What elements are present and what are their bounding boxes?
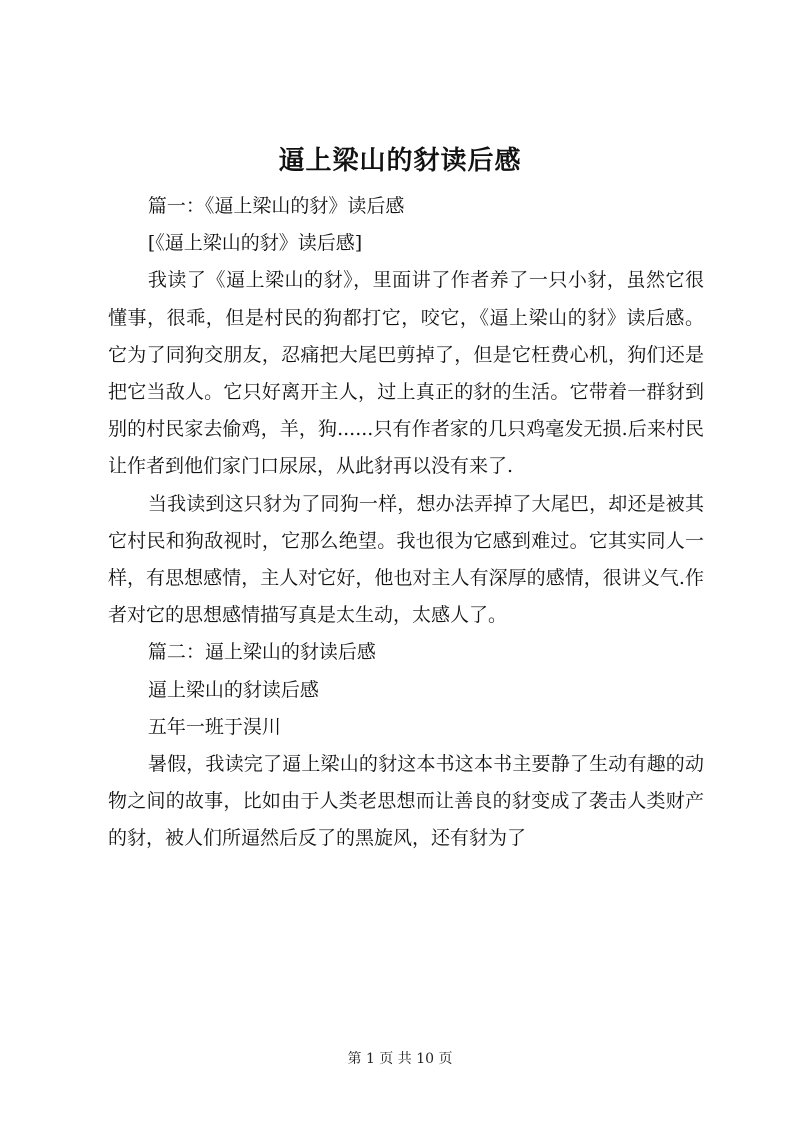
section-heading-2: 篇二：逼上梁山的豺读后感 — [147, 641, 376, 664]
page-footer: 第 1 页 共 10 页 — [347, 1051, 453, 1067]
section-subtitle-2: 逼上梁山的豺读后感 — [147, 678, 319, 701]
section-heading-1: 篇一：《逼上梁山的豺》读后感 — [147, 195, 405, 217]
section-subtitle-1: [《逼上梁山的豺》读后感] — [147, 232, 363, 255]
body-paragraph: 我读了《逼上梁山的豺》，里面讲了作者养了一只小豺，虽然它很懂事，很乖，但是村民的狗都打它，咬它，《逼上梁山的豺》读后感。它为了同狗交朋友，忍痛把大尾巴剪掉了，但是它枉费心机，狗们还是把它当敌人。它只好离开主人，过上真正的豺的生活。它带着一群豺到别的村民家去偷鸡，羊，狗......只有作者家的几只鸡毫发无损.后来村民让作者到他们家门口尿尿，从此豺再以没有来了. — [108, 269, 704, 478]
body-paragraph: 当我读到这只豺为了同狗一样，想办法弄掉了大尾巴，却还是被其它村民和狗敌视时，它那么绝望。我也很为它感到难过。它其实同人一样，有思想感情，主人对它好，他也对主人有深厚的感情，很讲义气.作者对它的思想感情描写真是太生动，太感人了。 — [108, 492, 704, 627]
document-title: 逼上梁山的豺读后感 — [278, 146, 522, 176]
body-paragraph: 暑假，我读完了逼上梁山的豺这本书这本书主要静了生动有趣的动物之间的故事，比如由于人类老思想而让善良的豺变成了袭击人类财产的豺，被人们所逼然后反了的黑旋风，还有豺为了 — [108, 753, 704, 850]
author-line: 五年一班于淏川 — [147, 715, 281, 738]
document-body — [108, 188, 704, 858]
